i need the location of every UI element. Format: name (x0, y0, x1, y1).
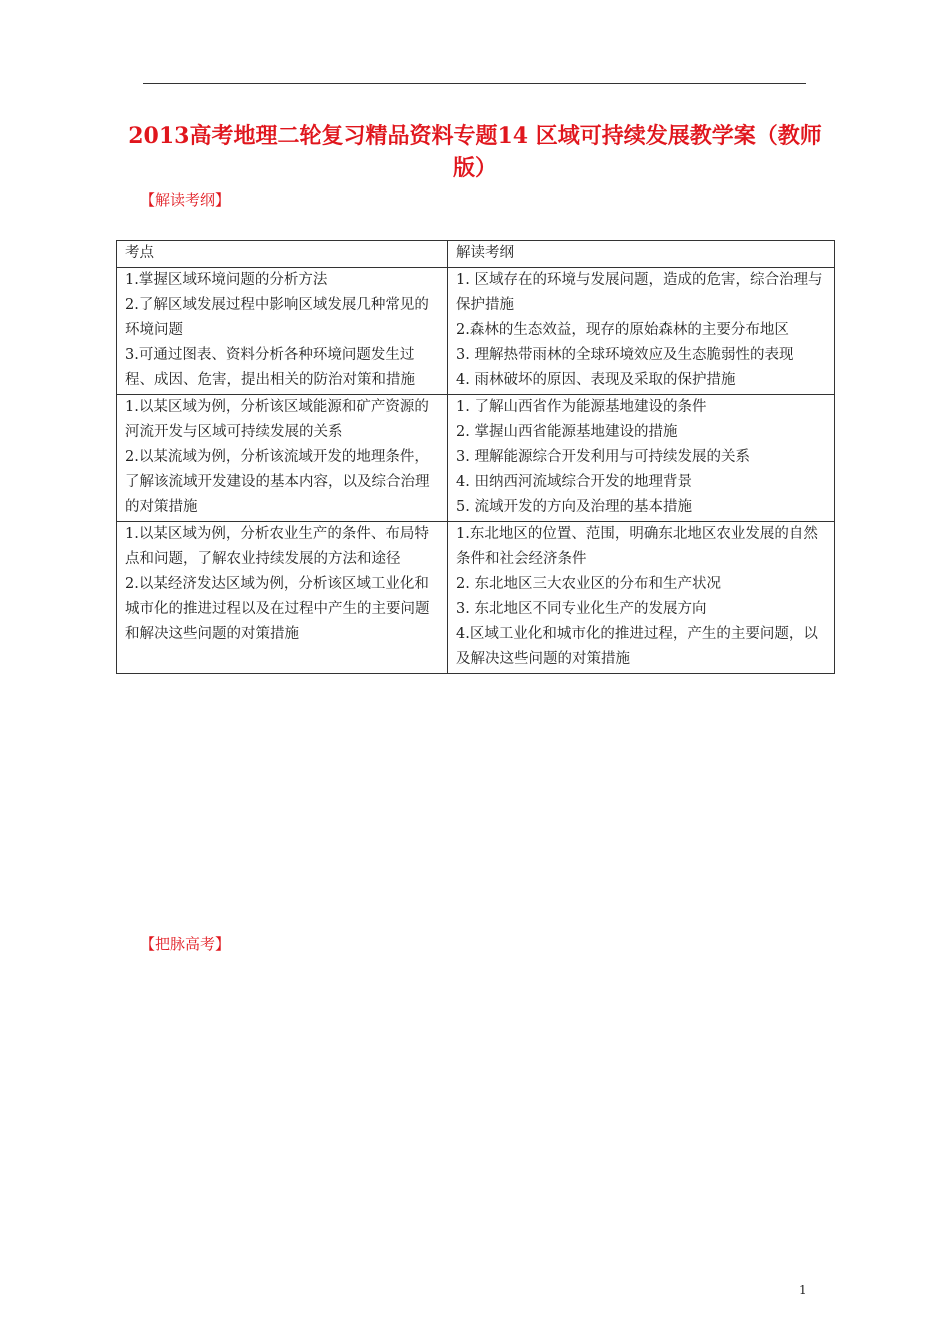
column-header-kaodian: 考点 (117, 241, 448, 268)
table-row (117, 395, 835, 522)
list-item: 3. 东北地区不同专业化生产的发展方向 (456, 601, 707, 617)
list-item: 1.东北地区的位置、范围，明确东北地区农业发展的自然条件和社会经济条件 (456, 526, 818, 567)
table-cell-topics (117, 268, 448, 395)
table-cell-topics (117, 522, 448, 674)
page-number: 1 (799, 1283, 807, 1297)
list-item: 4. 雨林破坏的原因、表现及采取的保护措施 (456, 372, 736, 388)
list-item: 2. 东北地区三大农业区的分布和生产状况 (456, 576, 721, 592)
document-title: 2013高考地理二轮复习精品资料专题14 区域可持续发展教学案（教师版） (128, 123, 822, 181)
section-label-outline: 【解读考纲】 (140, 191, 231, 209)
list-item: 2. 掌握山西省能源基地建设的措施 (456, 424, 678, 440)
list-item: 1.掌握区域环境问题的分析方法 (125, 272, 328, 288)
list-item: 2.森林的生态效益，现存的原始森林的主要分布地区 (456, 322, 789, 338)
table-row (117, 268, 835, 395)
list-item: 1.以某区域为例，分析农业生产的条件、布局特点和问题，了解农业持续发展的方法和途径 (125, 526, 429, 567)
list-item: 5. 流域开发的方向及治理的基本措施 (456, 499, 692, 515)
list-item: 1.以某区域为例，分析该区域能源和矿产资源的河流开发与区域可持续发展的关系 (125, 399, 429, 440)
list-item: 3. 理解热带雨林的全球环境效应及生态脆弱性的表现 (456, 347, 794, 363)
header-rule (143, 83, 806, 84)
syllabus-table (116, 240, 835, 674)
list-item: 3. 理解能源综合开发利用与可持续发展的关系 (456, 449, 750, 465)
list-item: 3.可通过图表、资料分析各种环境问题发生过程、成因、危害，提出相关的防治对策和措施 (125, 347, 415, 388)
table-cell-interpretation (448, 268, 835, 395)
list-item: 4. 田纳西河流域综合开发的地理背景 (456, 474, 692, 490)
table-cell-interpretation (448, 522, 835, 674)
list-item: 2.以某经济发达区域为例，分析该区域工业化和城市化的推进过程以及在过程中产生的主要问题和解决这些问题的对策措施 (125, 576, 430, 642)
table-header-row (117, 241, 835, 268)
table-cell-topics (117, 395, 448, 522)
table-cell-interpretation (448, 395, 835, 522)
list-item: 4.区域工业化和城市化的推进过程，产生的主要问题，以及解决这些问题的对策措施 (456, 626, 818, 667)
list-item: 1. 了解山西省作为能源基地建设的条件 (456, 399, 707, 415)
list-item: 1. 区域存在的环境与发展问题，造成的危害，综合治理与保护措施 (456, 272, 823, 313)
list-item: 2.以某流域为例，分析该流域开发的地理条件，了解该流域开发建设的基本内容，以及综合治理的对策措施 (125, 449, 430, 515)
table-row (117, 522, 835, 674)
column-header-jiedu: 解读考纲 (448, 241, 835, 268)
list-item: 2.了解区域发展过程中影响区域发展几种常见的环境问题 (125, 297, 429, 338)
section-label-exam: 【把脉高考】 (140, 935, 231, 953)
